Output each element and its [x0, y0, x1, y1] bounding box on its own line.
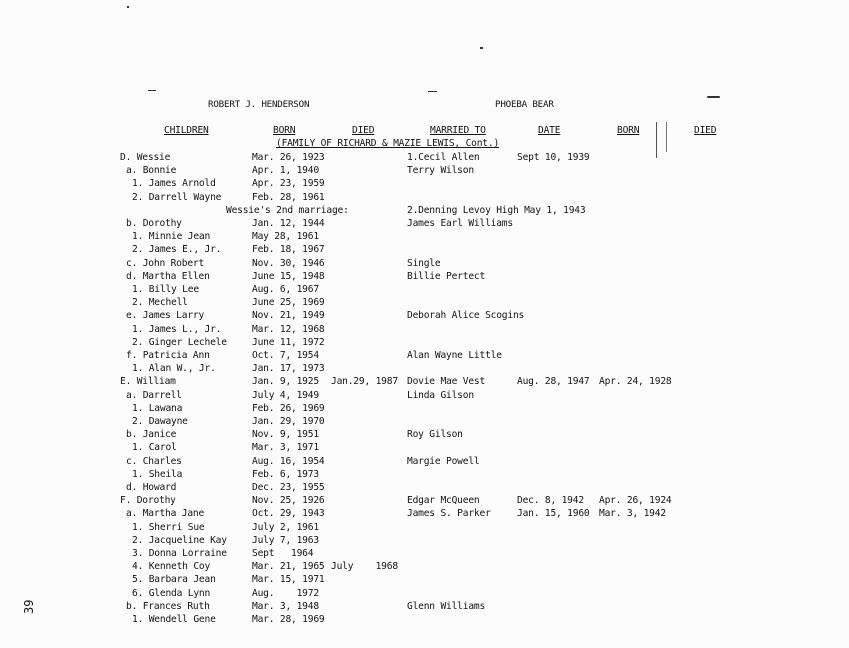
cell-born: Mar. 28, 1969 — [252, 614, 325, 625]
cell-child: 1. Sheila — [132, 468, 183, 480]
cell-born: Feb. 28, 1961 — [252, 191, 325, 203]
scan-speck — [656, 122, 657, 158]
cell-child: c. Charles — [126, 455, 182, 467]
col-married-to: MARRIED TO — [430, 125, 486, 136]
margin-page-number: 39 — [22, 599, 36, 614]
cell-born: Jan. 12, 1944 — [252, 218, 325, 229]
cell-married-to: Edgar McQueen — [407, 495, 480, 507]
cell-child: 1. Carol — [132, 442, 177, 454]
cell-born: July 4, 1949 — [252, 389, 319, 401]
cell-child: d. Howard — [126, 482, 177, 493]
cell-born: Dec. 23, 1955 — [252, 482, 325, 493]
cell-married-to: Deborah Alice Scogins — [407, 310, 525, 322]
cell-born: Apr. 1, 1940 — [252, 165, 319, 177]
cell-child: 4. Kenneth Coy — [132, 561, 211, 573]
col-born: BORN — [273, 125, 296, 136]
cell-married-to: Alan Wayne Little — [407, 350, 502, 361]
cell-married-to: Billie Pertect — [407, 270, 486, 282]
cell-date: Jan. 15, 1960 — [517, 508, 590, 520]
cell-born: Mar. 3, 1971 — [252, 442, 319, 454]
cell-child: b. Janice — [126, 429, 177, 441]
cell-spouse-born: Mar. 3, 1942 — [599, 508, 666, 520]
cell-child: 1. Billy Lee — [132, 284, 199, 295]
cell-born: Wessie's 2nd marriage: — [226, 204, 349, 216]
wife-name: PHOEBA BEAR — [495, 99, 554, 110]
scan-speck — [707, 96, 720, 98]
cell-born: July 2, 1961 — [252, 521, 319, 533]
cell-child: 1. Minnie Jean — [132, 231, 211, 243]
cell-born: Nov. 25, 1926 — [252, 495, 325, 507]
cell-child: 5. Barbara Jean — [132, 574, 216, 586]
col-died: DIED — [352, 125, 375, 136]
cell-child: F. Dorothy — [120, 495, 176, 507]
cell-born: May 28, 1961 — [252, 231, 319, 243]
cell-child: 1. James Arnold — [132, 178, 216, 190]
cell-born: Sept 1964 — [252, 548, 314, 559]
cell-married-to: Margie Powell — [407, 455, 480, 467]
cell-child: b. Dorothy — [126, 218, 182, 229]
scan-speck — [148, 90, 156, 91]
cell-married-to: 1.Cecil Allen — [407, 152, 480, 163]
cell-married-to: Roy Gilson — [407, 429, 463, 441]
cell-born: Nov. 9, 1951 — [252, 429, 319, 441]
cell-child: 1. James L., Jr. — [132, 323, 222, 335]
cell-child: a. Darrell — [126, 389, 182, 401]
scan-speck — [666, 122, 667, 152]
cell-born: Mar. 3, 1948 — [252, 600, 319, 612]
cell-child: 2. Mechell — [132, 297, 188, 309]
cell-date: Dec. 8, 1942 — [517, 495, 584, 507]
cell-born: Mar. 26, 1923 — [252, 152, 325, 163]
cell-spouse-born: Apr. 26, 1924 — [599, 495, 672, 507]
cell-date: Sept 10, 1939 — [517, 152, 590, 163]
cell-child: c. John Robert — [126, 257, 205, 269]
cell-born: Nov. 30, 1946 — [252, 257, 325, 269]
cell-married-to: James S. Parker — [407, 508, 491, 520]
cell-child: E. William — [120, 376, 176, 388]
cell-child: 3. Donna Lorraine — [132, 548, 227, 559]
cell-date: Aug. 28, 1947 — [517, 376, 590, 388]
cell-born: Jan. 29, 1970 — [252, 416, 325, 427]
cell-born: Jan. 9, 1925 — [252, 376, 319, 388]
cell-married-to: 2.Denning Levoy High May 1, 1943 — [407, 204, 586, 216]
scan-speck — [127, 6, 129, 8]
cell-child: d. Martha Ellen — [126, 270, 210, 282]
cell-spouse-born: Apr. 24, 1928 — [599, 376, 672, 388]
cell-child: f. Patricia Ann — [126, 350, 210, 361]
cell-born: June 25, 1969 — [252, 297, 325, 309]
cell-born: June 11, 1972 — [252, 336, 325, 348]
col-children: CHILDREN — [164, 125, 209, 136]
cell-died: July 1968 — [331, 561, 398, 573]
cell-child: a. Martha Jane — [126, 508, 205, 520]
cell-born: Jan. 17, 1973 — [252, 363, 325, 375]
cell-born: Oct. 29, 1943 — [252, 508, 325, 520]
cell-married-to: Linda Gilson — [407, 389, 474, 401]
cell-born: Feb. 26, 1969 — [252, 402, 325, 414]
cell-born: Mar. 12, 1968 — [252, 323, 325, 335]
cell-child: 2. Ginger Lechele — [132, 336, 227, 348]
cell-born: July 7, 1963 — [252, 534, 319, 546]
cell-child: 2. Dawayne — [132, 416, 188, 427]
col-spouse-died: DIED — [694, 125, 717, 136]
cell-born: Nov. 21, 1949 — [252, 310, 325, 322]
cell-died: Jan.29, 1987 — [331, 376, 398, 388]
family-subtitle: (FAMILY OF RICHARD & MAZIE LEWIS, Cont.) — [276, 138, 500, 149]
cell-child: 2. Darrell Wayne — [132, 191, 222, 203]
cell-married-to: Single — [407, 257, 441, 269]
cell-child: D. Wessie — [120, 152, 171, 163]
scan-speck — [480, 47, 483, 49]
cell-married-to: Glenn Williams — [407, 600, 486, 612]
cell-born: Aug. 1972 — [252, 587, 319, 599]
cell-child: 1. Lawana — [132, 402, 183, 414]
cell-child: 2. Jacqueline Kay — [132, 534, 227, 546]
cell-child: 1. Wendell Gene — [132, 614, 216, 625]
cell-born: Feb. 18, 1967 — [252, 244, 325, 256]
cell-child: 6. Glenda Lynn — [132, 587, 211, 599]
cell-born: Feb. 6, 1973 — [252, 468, 319, 480]
cell-child: 1. Sherri Sue — [132, 521, 205, 533]
cell-married-to: James Earl Williams — [407, 218, 513, 229]
cell-child: 1. Alan W., Jr. — [132, 363, 216, 375]
cell-married-to: Terry Wilson — [407, 165, 474, 177]
cell-born: Oct. 7, 1954 — [252, 350, 319, 361]
cell-born: Mar. 15, 1971 — [252, 574, 325, 586]
cell-born: June 15, 1948 — [252, 270, 325, 282]
scan-speck — [428, 91, 437, 92]
cell-child: e. James Larry — [126, 310, 205, 322]
cell-child: a. Bonnie — [126, 165, 177, 177]
cell-born: Aug. 16, 1954 — [252, 455, 325, 467]
cell-child: 2. James E., Jr. — [132, 244, 222, 256]
cell-married-to: Dovie Mae Vest — [407, 376, 486, 388]
husband-name: ROBERT J. HENDERSON — [208, 99, 310, 110]
cell-born: Apr. 23, 1959 — [252, 178, 325, 190]
col-spouse-born: BORN — [617, 125, 640, 136]
cell-born: Mar. 21, 1965 — [252, 561, 325, 573]
cell-born: Aug. 6, 1967 — [252, 284, 319, 295]
col-date: DATE — [538, 125, 561, 136]
cell-child: b. Frances Ruth — [126, 600, 210, 612]
